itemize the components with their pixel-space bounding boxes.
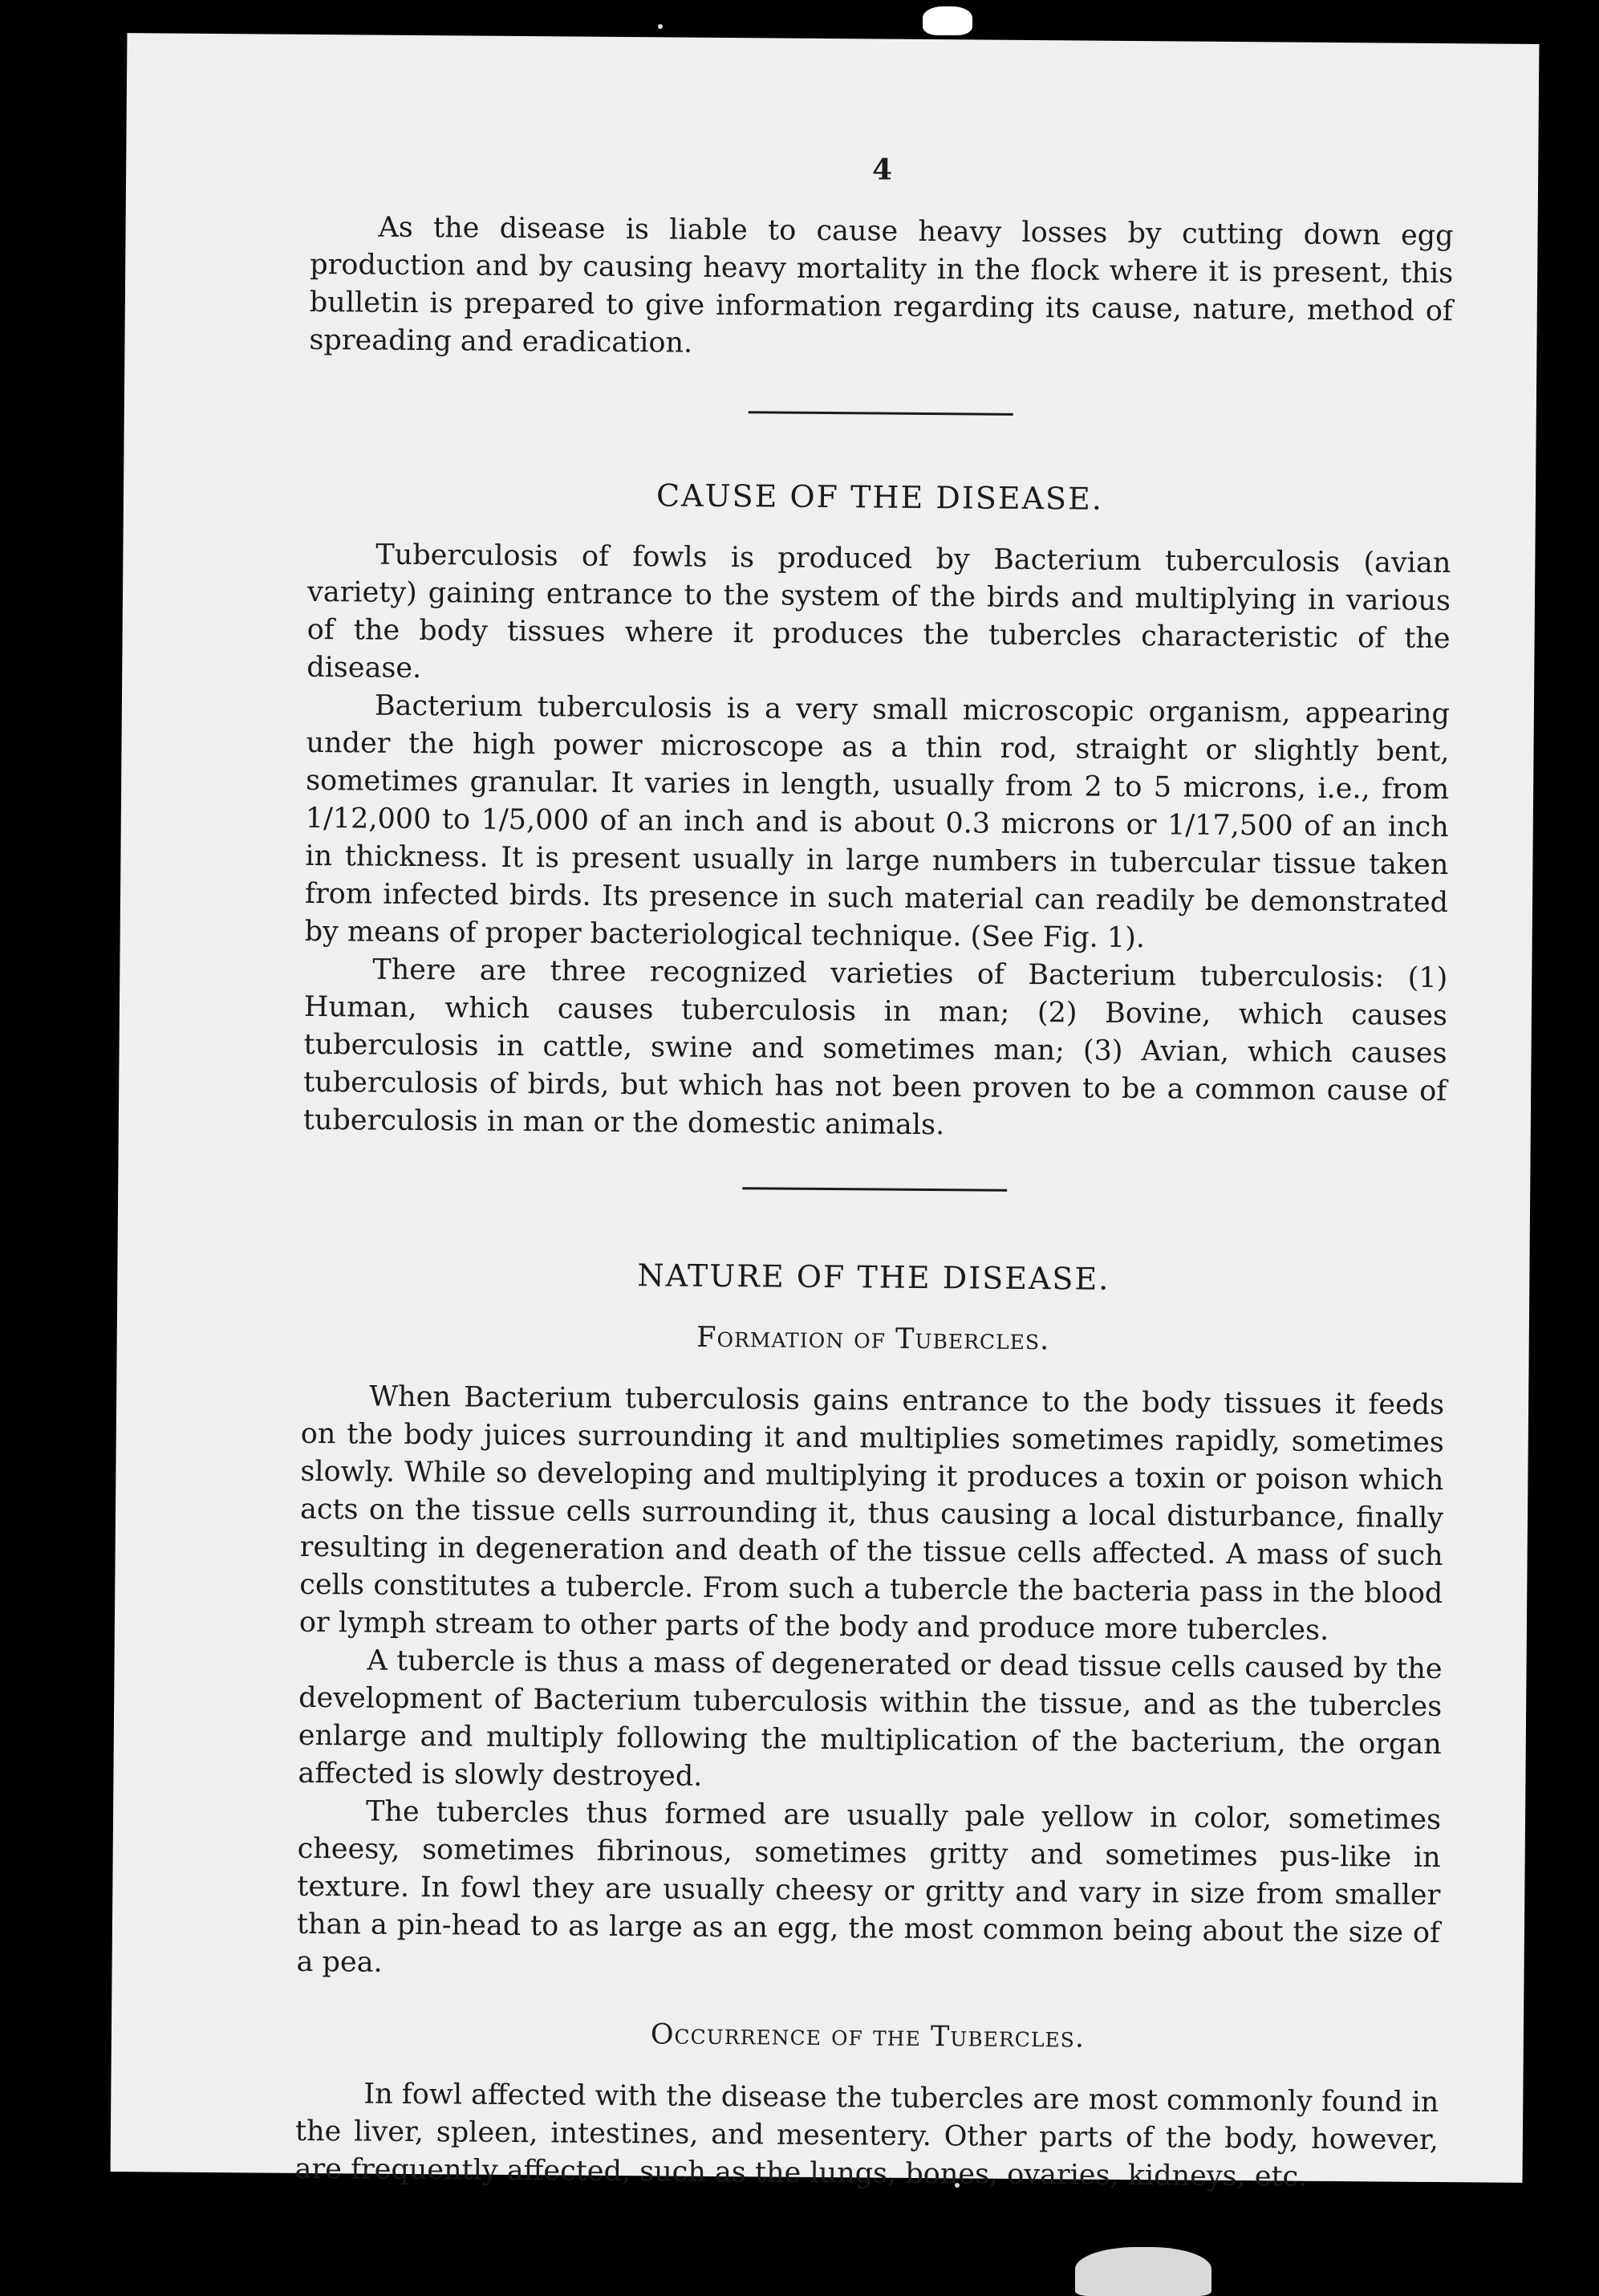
section-heading-nature: NATURE OF THE DISEASE.: [637, 1258, 1110, 1297]
scan-artifact: [1075, 2247, 1211, 2296]
subheading-formation: Formation of Tubercles.: [696, 1321, 1050, 1357]
intro-paragraph: As the disease is liable to cause heavy losses by cutting down egg production and by causing heavy mortality in the flock where it is present, this bulletin is prepared to give information regarding its cause, nature, method of spreading and eradication.: [309, 211, 1454, 360]
nature-paragraph-1: When Bacterium tuberculosis gains entrance to the body tissues it feeds on the body juices surrounding it and multiplies sometimes rapidly, sometimes slowly. While so developing and multiplying it produces a toxin or poison which acts on the tissue cells surrounding it, thus causing a local disturbance, finally resulting in degeneration and death of the tissue cells affected. A mass of such cells constitutes a tubercle. From such a tubercle the bacteria pass in the blood or lymph stream to other parts of the body and produce more tubercles.: [298, 1380, 1445, 1647]
subheading-occurrence: Occurrence of the Tubercles.: [650, 2018, 1086, 2054]
scanned-page: [111, 33, 1540, 2193]
scan-speck: [658, 24, 663, 29]
cause-paragraph-2: Bacterium tuberculosis is a very small microscopic organism, appearing under the high power microscope as a thin rod, straight or slightly bent, sometimes granular. It varies in length, usually from 2 to 5 microns, i.e., from 1/12,000 to 1/5,000 of an inch and is about 0.3 microns or 1/17,500 of an inch in thickness. It is present usually in large numbers in tubercular tissue taken from infected birds. Its presence in such material can readily be demonstrated by means of proper bacteriological technique. (See Fig. 1).: [304, 689, 1451, 955]
cause-paragraph-3: There are three recognized varieties of Bacterium tuberculosis: (1) Human, which causes tuberculosis in man; (2) Bovine, which causes tuberculosis in cattle, swine and sometimes man; (3) Avian, which causes tuberculosis of birds, but which has not been proven to be a common cause of tuberculosis in man or the domestic animals.: [302, 953, 1448, 1142]
nature-paragraph-2: A tubercle is thus a mass of degenerated or dead tissue cells caused by the development of Bacterium tuberculosis within the tissue, and as the tubercles enlarge and multiply following the multiplication of the bacterium, the organ affected is slowly destroyed.: [298, 1644, 1443, 1793]
section-heading-cause: CAUSE OF THE DISEASE.: [655, 477, 1104, 517]
scan-artifact: [923, 6, 972, 35]
occurrence-paragraph-1: In fowl affected with the disease the tubercles are most commonly found in the liver, spleen, intestines, and mesentery. Other parts of the body, however, are frequently affected, such as the lungs, bones, ovaries, kidneys, etc.: [294, 2078, 1439, 2193]
page-number: 4: [871, 152, 893, 187]
cause-paragraph-1: Tuberculosis of fowls is produced by Bacterium tuberculosis (avian variety) gaining entrance to the system of the birds and multiplying in various of the body tissues where it produces the tubercles characteristic of the disease.: [306, 538, 1451, 685]
section-divider: [742, 1187, 1007, 1192]
section-divider: [748, 411, 1013, 416]
nature-paragraph-3: The tubercles thus formed are usually pale yellow in color, sometimes cheesy, sometimes fibrinous, sometimes gritty and sometimes pus-like in texture. In fowl they are usually cheesy or gritty and vary in size from smaller than a pin-head to as large as an egg, the most common being about the size of a pea.: [296, 1795, 1442, 1979]
page-content: [294, 147, 1454, 2197]
